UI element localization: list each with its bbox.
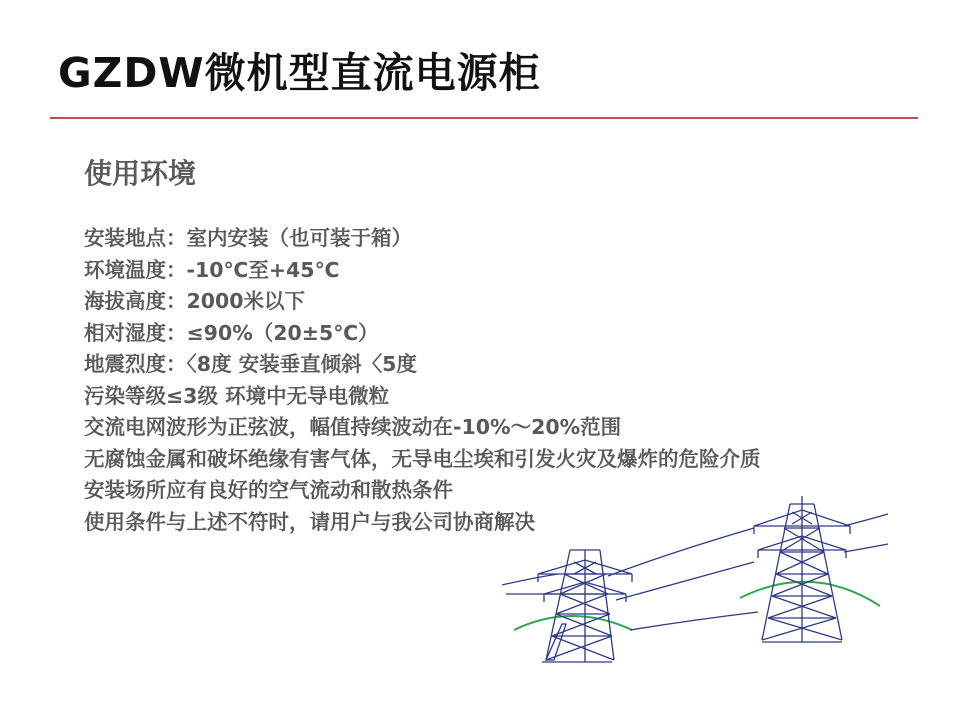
list-item: 交流电网波形为正弦波，幅值持续波动在-10%～20%范围 [84,415,622,439]
tower-right [754,496,850,642]
list-item: 使用条件与上述不符时，请用户与我公司协商解决 [84,509,535,534]
list-item: 安装场所应有良好的空气流动和散热条件 [84,478,453,502]
list-item: 相对湿度：≤90%（20±5℃） [84,320,379,345]
list-item: 环境温度：-10℃至+45℃ [84,257,340,282]
list-item: 无腐蚀金属和破坏绝缘有害气体，无导电尘埃和引发火灾及爆炸的危险介质 [84,446,761,471]
title-divider [50,117,918,119]
tower-left [538,550,632,662]
section-heading: 使用环境 [84,157,197,190]
list-item: 污染等级≤3级 环境中无导电微粒 [84,383,390,408]
list-item: 海拔高度：2000米以下 [84,289,306,313]
transmission-towers-icon [492,490,892,680]
slide-title: GZDW微机型直流电源柜 [58,49,541,97]
hill-right [740,582,880,606]
list-item: 安装地点：室内安装（也可装于箱） [84,226,412,250]
list-item: 地震烈度：〈8度 安装垂直倾斜〈5度 [84,352,417,376]
